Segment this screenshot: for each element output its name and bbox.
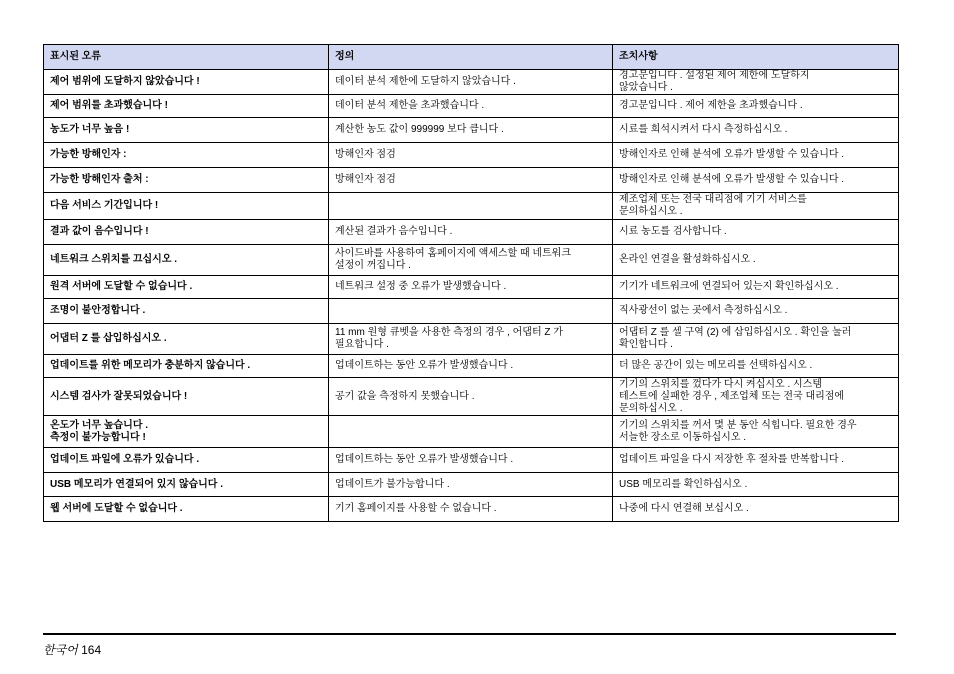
displayed-error-cell: 제어 범위를 초과했습니다 ! <box>44 95 329 118</box>
action-cell: 업데이트 파일을 다시 저장한 후 절차를 반복합니다 . <box>613 448 899 473</box>
displayed-error-cell: 업데이트 파일에 오류가 있습니다 . <box>44 448 329 473</box>
action-cell: 방해인자로 인해 분석에 오류가 발생할 수 있습니다 . <box>613 168 899 193</box>
table-row <box>44 497 899 522</box>
table-row <box>44 378 899 416</box>
action-cell: 경고문입니다 . 설정된 제어 제한에 도달하지 않았습니다 . <box>613 70 899 95</box>
definition-cell: 계산된 결과가 음수입니다 . <box>329 220 613 245</box>
table-row <box>44 118 899 143</box>
action-cell: 온라인 연결을 활성화하십시오 . <box>613 245 899 276</box>
displayed-error-cell: 온도가 너무 높습니다 . 측정이 불가능합니다 ! <box>44 416 329 448</box>
table-row <box>44 193 899 220</box>
action-cell: 시료 농도를 검사합니다 . <box>613 220 899 245</box>
error-table <box>43 44 899 522</box>
displayed-error-cell: 업데이트를 위한 메모리가 충분하지 않습니다 . <box>44 355 329 378</box>
footer-rule <box>43 633 896 635</box>
definition-cell <box>329 299 613 324</box>
definition-cell: 11 mm 원형 큐벳을 사용한 측정의 경우 , 어댑터 Z 가 필요합니다 . <box>329 324 613 355</box>
table-row <box>44 324 899 355</box>
definition-cell: 계산한 농도 값이 999999 보다 큽니다 . <box>329 118 613 143</box>
displayed-error-cell: 어댑터 Z 를 삽입하십시오 . <box>44 324 329 355</box>
table-row <box>44 70 899 95</box>
action-cell: 경고문입니다 . 제어 제한을 초과했습니다 . <box>613 95 899 118</box>
displayed-error-cell: 네트워크 스위치를 끄십시오 . <box>44 245 329 276</box>
action-cell: 직사광선이 없는 곳에서 측정하십시오 . <box>613 299 899 324</box>
table-row <box>44 355 899 378</box>
definition-cell: 사이드바를 사용하여 홈페이지에 액세스할 때 네트워크 설정이 꺼집니다 . <box>329 245 613 276</box>
displayed-error-cell: 원격 서버에 도달할 수 없습니다 . <box>44 276 329 299</box>
definition-cell: 업데이트하는 동안 오류가 발생했습니다 . <box>329 448 613 473</box>
action-cell: 기기의 스위치를 껐다가 다시 켜십시오 . 시스템 테스트에 실패한 경우 , 제조업체 또는 전국 대리점에 문의하십시오 . <box>613 378 899 416</box>
displayed-error-cell: 가능한 방해인자 출처 : <box>44 168 329 193</box>
definition-cell: 네트워크 설정 중 오류가 발생했습니다 . <box>329 276 613 299</box>
action-cell: 기기가 네트워크에 연결되어 있는지 확인하십시오 . <box>613 276 899 299</box>
displayed-error-cell: 조명이 불안정합니다 . <box>44 299 329 324</box>
action-cell: USB 메모리를 확인하십시오 . <box>613 473 899 497</box>
table-row <box>44 95 899 118</box>
footer <box>43 641 101 658</box>
action-cell: 제조업체 또는 전국 대리점에 기기 서비스를 문의하십시오 . <box>613 193 899 220</box>
definition-cell: 공기 값을 측정하지 못했습니다 . <box>329 378 613 416</box>
displayed-error-cell: 결과 값이 음수입니다 ! <box>44 220 329 245</box>
definition-cell: 업데이트하는 동안 오류가 발생했습니다 . <box>329 355 613 378</box>
definition-cell: 기기 홈페이지를 사용할 수 없습니다 . <box>329 497 613 522</box>
action-cell: 어댑터 Z 를 셀 구역 (2) 에 삽입하십시오 . 확인을 눌러 확인합니다 . <box>613 324 899 355</box>
action-cell: 방해인자로 인해 분석에 오류가 발생할 수 있습니다 . <box>613 143 899 168</box>
displayed-error-cell: 웹 서버에 도달할 수 없습니다 . <box>44 497 329 522</box>
table-row <box>44 276 899 299</box>
definition-cell <box>329 193 613 220</box>
action-cell: 시료를 희석시켜서 다시 측정하십시오 . <box>613 118 899 143</box>
displayed-error-cell: 시스템 검사가 잘못되었습니다 ! <box>44 378 329 416</box>
displayed-error-cell: 가능한 방해인자 : <box>44 143 329 168</box>
definition-cell: 업데이트가 불가능합니다 . <box>329 473 613 497</box>
table-row <box>44 299 899 324</box>
page-number: 164 <box>81 643 102 657</box>
action-cell: 더 많은 공간이 있는 메모리를 선택하십시오 . <box>613 355 899 378</box>
header-displayed-error: 표시된 오류 <box>44 45 329 70</box>
footer-language: 한국어 <box>43 643 78 657</box>
displayed-error-cell: 농도가 너무 높음 ! <box>44 118 329 143</box>
header-definition: 정의 <box>329 45 613 70</box>
action-cell: 기기의 스위치를 꺼서 몇 분 동안 식힙니다. 필요한 경우 서늘한 장소로 이동하십시오 . <box>613 416 899 448</box>
displayed-error-cell: 다음 서비스 기간입니다 ! <box>44 193 329 220</box>
table-row <box>44 143 899 168</box>
action-cell: 나중에 다시 연결해 보십시오 . <box>613 497 899 522</box>
table-row <box>44 448 899 473</box>
displayed-error-cell: 제어 범위에 도달하지 않았습니다 ! <box>44 70 329 95</box>
table-header-row <box>44 45 899 70</box>
definition-cell: 방해인자 점검 <box>329 168 613 193</box>
table-row <box>44 220 899 245</box>
definition-cell <box>329 416 613 448</box>
definition-cell: 데이터 분석 제한을 초과했습니다 . <box>329 95 613 118</box>
table-row <box>44 473 899 497</box>
table-row <box>44 168 899 193</box>
table-row <box>44 416 899 448</box>
header-action: 조치사항 <box>613 45 899 70</box>
displayed-error-cell: USB 메모리가 연결되어 있지 않습니다 . <box>44 473 329 497</box>
definition-cell: 방해인자 점검 <box>329 143 613 168</box>
table-row <box>44 245 899 276</box>
definition-cell: 데이터 분석 제한에 도달하지 않았습니다 . <box>329 70 613 95</box>
